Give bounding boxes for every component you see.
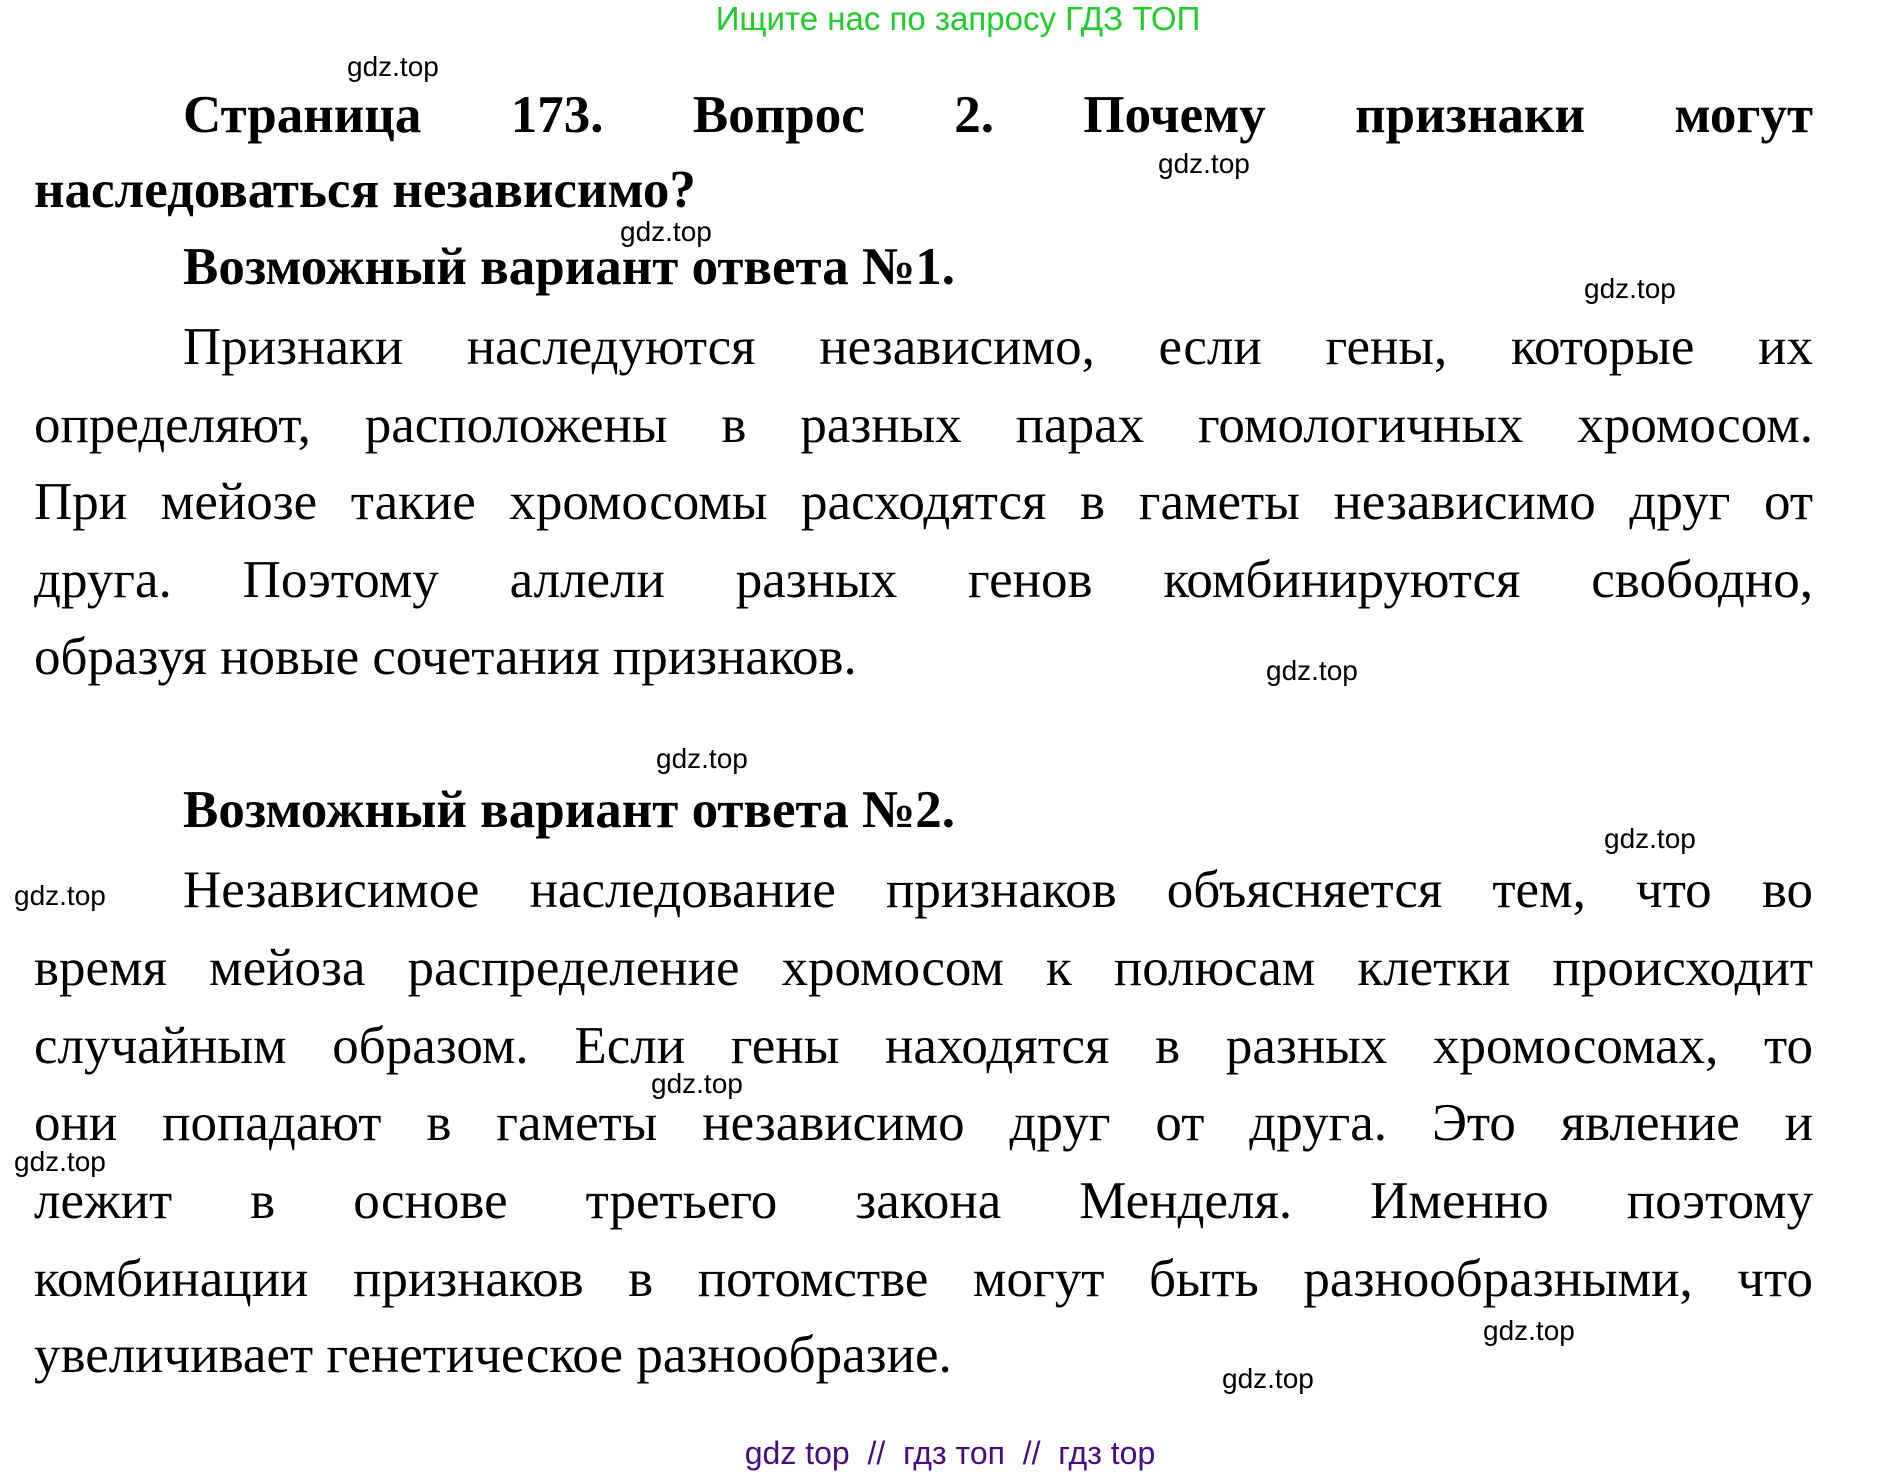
footer-banner: gdz top // гдз топ // гдз top	[744, 1435, 1156, 1471]
answer1-line: определяют, расположены в разных парах гомологичных хромосом.	[34, 396, 1813, 454]
watermark: gdz.top	[14, 1146, 106, 1177]
answer2-line: они попадают в гаметы независимо друг от друга. Это явление и	[34, 1094, 1813, 1152]
answer2-line: время мейоза распределение хромосом к полюсам клетки происходит	[34, 939, 1813, 997]
watermark: gdz.top	[1483, 1315, 1575, 1346]
watermark: gdz.top	[14, 880, 106, 911]
answer2-line: увеличивает генетическое разнообразие.	[34, 1326, 952, 1384]
watermark: gdz.top	[620, 216, 712, 247]
answer2-line: комбинации признаков в потомстве могут быть разнообразными, что	[34, 1250, 1813, 1308]
answer2-line: случайным образом. Если гены находятся в разных хромосомах, то	[34, 1017, 1813, 1075]
page-title-line1: Страница 173. Вопрос 2. Почему признаки могут	[183, 86, 1813, 144]
watermark: gdz.top	[1584, 273, 1676, 304]
watermark: gdz.top	[1266, 655, 1358, 686]
answer1-line: друга. Поэтому аллели разных генов комбинируются свободно,	[34, 551, 1813, 609]
watermark: gdz.top	[1604, 823, 1696, 854]
watermark: gdz.top	[656, 743, 748, 774]
answer1-line: Признаки наследуются независимо, если гены, которые их	[183, 318, 1813, 376]
answer1-line: При мейозе такие хромосомы расходятся в гаметы независимо друг от	[34, 473, 1813, 531]
answer2-line: лежит в основе третьего закона Менделя. Именно поэтому	[34, 1172, 1813, 1230]
watermark: gdz.top	[651, 1068, 743, 1099]
answer2-line: Независимое наследование признаков объясняется тем, что во	[183, 861, 1813, 919]
watermark: gdz.top	[1222, 1363, 1314, 1394]
answer1-line: образуя новые сочетания признаков.	[34, 628, 857, 686]
watermark: gdz.top	[347, 51, 439, 82]
watermark: gdz.top	[1158, 148, 1250, 179]
search-banner: Ищите нас по запросу ГДЗ ТОП	[715, 0, 1201, 37]
page-title-line2: наследоваться независимо?	[34, 161, 696, 219]
answer2-heading: Возможный вариант ответа №2.	[183, 781, 955, 839]
answer1-heading: Возможный вариант ответа №1.	[183, 238, 955, 296]
